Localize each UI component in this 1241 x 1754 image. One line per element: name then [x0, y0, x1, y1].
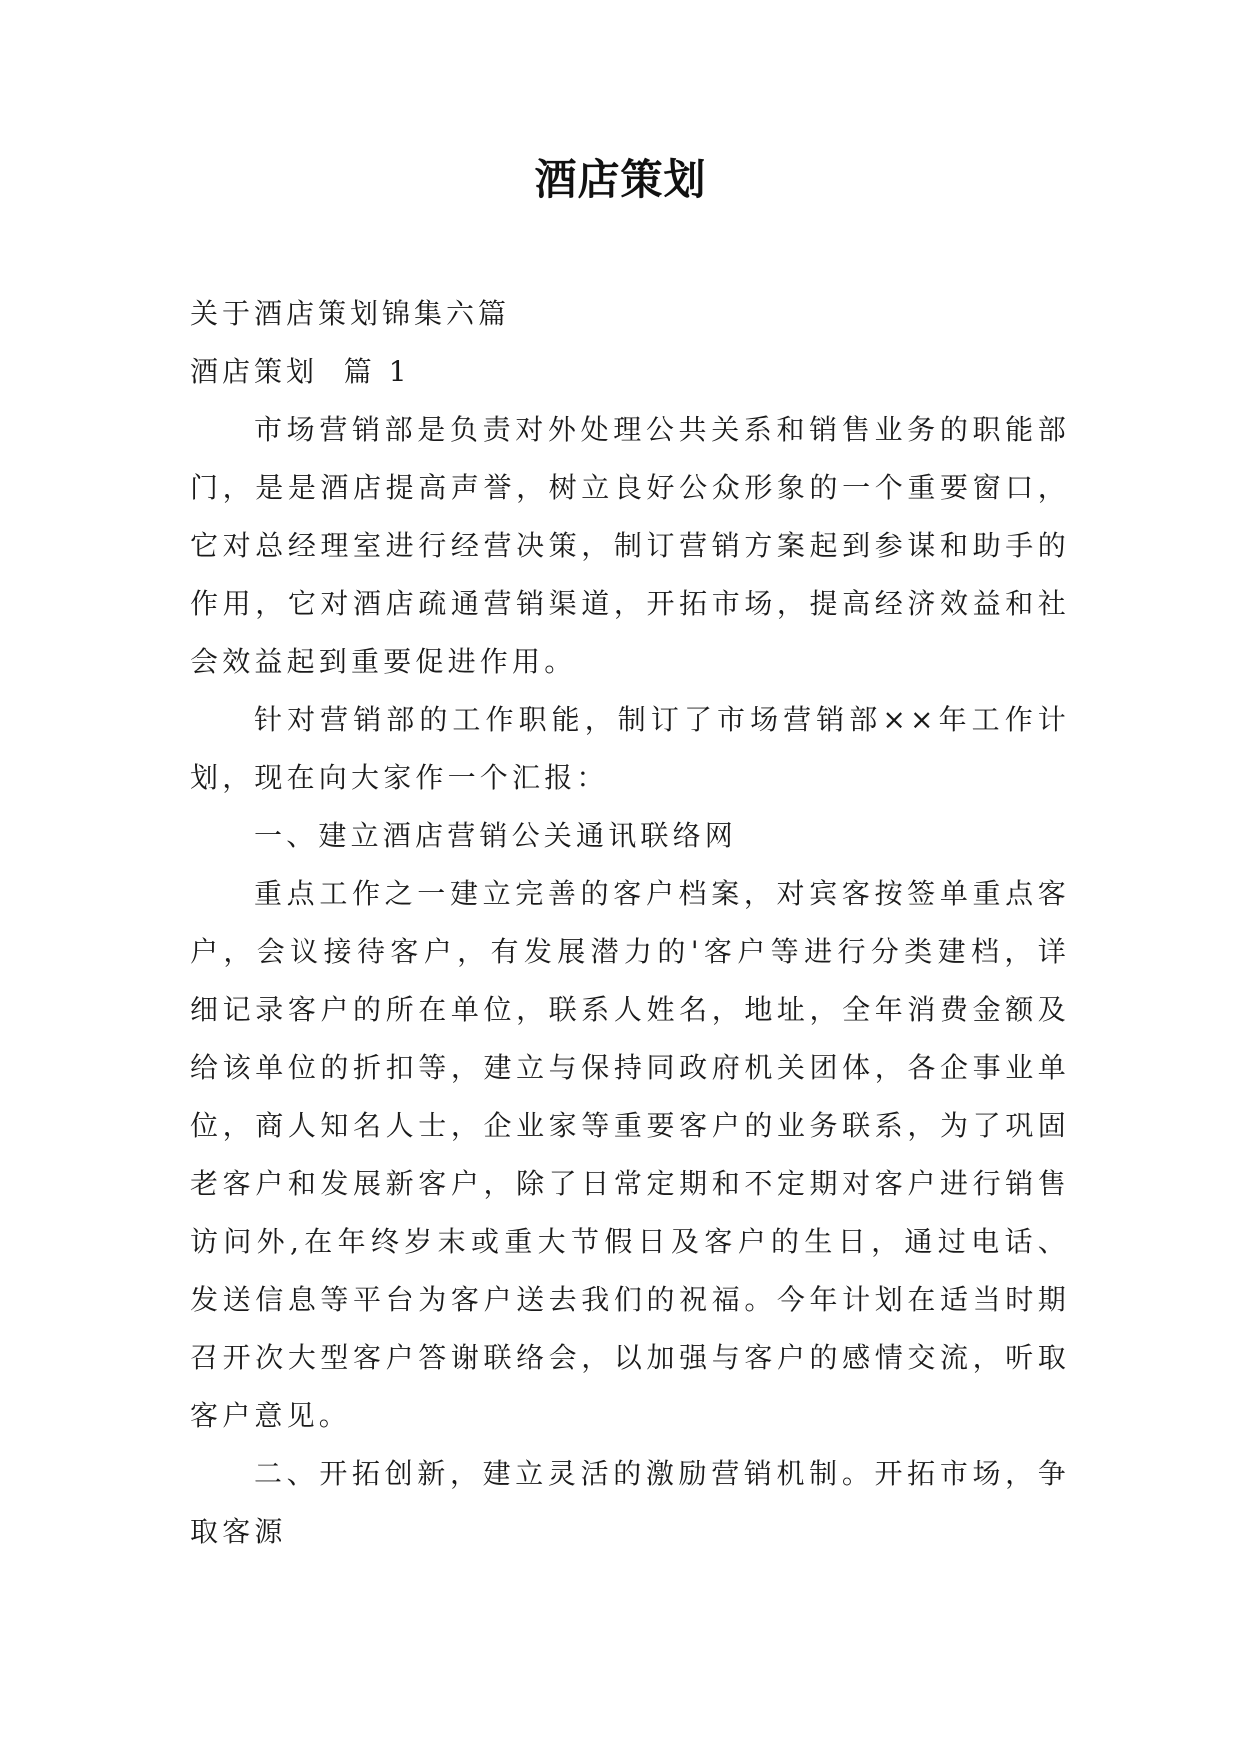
document-intro: 关于酒店策划锦集六篇: [190, 297, 511, 330]
section-heading: 酒店策划 篇 1: [190, 355, 411, 388]
paragraph: 针对营销部的工作职能，制订了市场营销部××年工作计划，现在向大家作一个汇报：: [190, 703, 1070, 794]
paragraph: 重点工作之一建立完善的客户档案，对宾客按签单重点客户，会议接待客户，有发展潜力的'客户等进行分类建档，详细记录客户的所在单位，联系人姓名，地址，全年消费金额及给该单位的折扣等，建立与保持同政府机关团体，各企事业单位，商人知名人士，企业家等重要客户的业务联系，为了巩固老客户和发展新客户，除了日常定期和不定期对客户进行销售访问外,在年终岁末或重大节假日及客户的生日，通过电话、发送信息等平台为客户送去我们的祝福。今年计划在适当时期召开次大型客户答谢联络会，以加强与客户的感情交流，听取客户意见。: [190, 877, 1070, 1432]
document-body: [190, 285, 1070, 1561]
document-title: 酒店策划: [534, 155, 707, 204]
paragraph: 市场营销部是负责对外处理公共关系和销售业务的职能部门，是是酒店提高声誉，树立良好公众形象的一个重要窗口，它对总经理室进行经营决策，制订营销方案起到参谋和助手的作用，它对酒店疏通营销渠道，开拓市场，提高经济效益和社会效益起到重要促进作用。: [190, 413, 1070, 678]
paragraph: 二、开拓创新，建立灵活的激励营销机制。开拓市场，争取客源: [190, 1457, 1070, 1548]
paragraph: 一、建立酒店营销公关通讯联络网: [254, 819, 738, 852]
